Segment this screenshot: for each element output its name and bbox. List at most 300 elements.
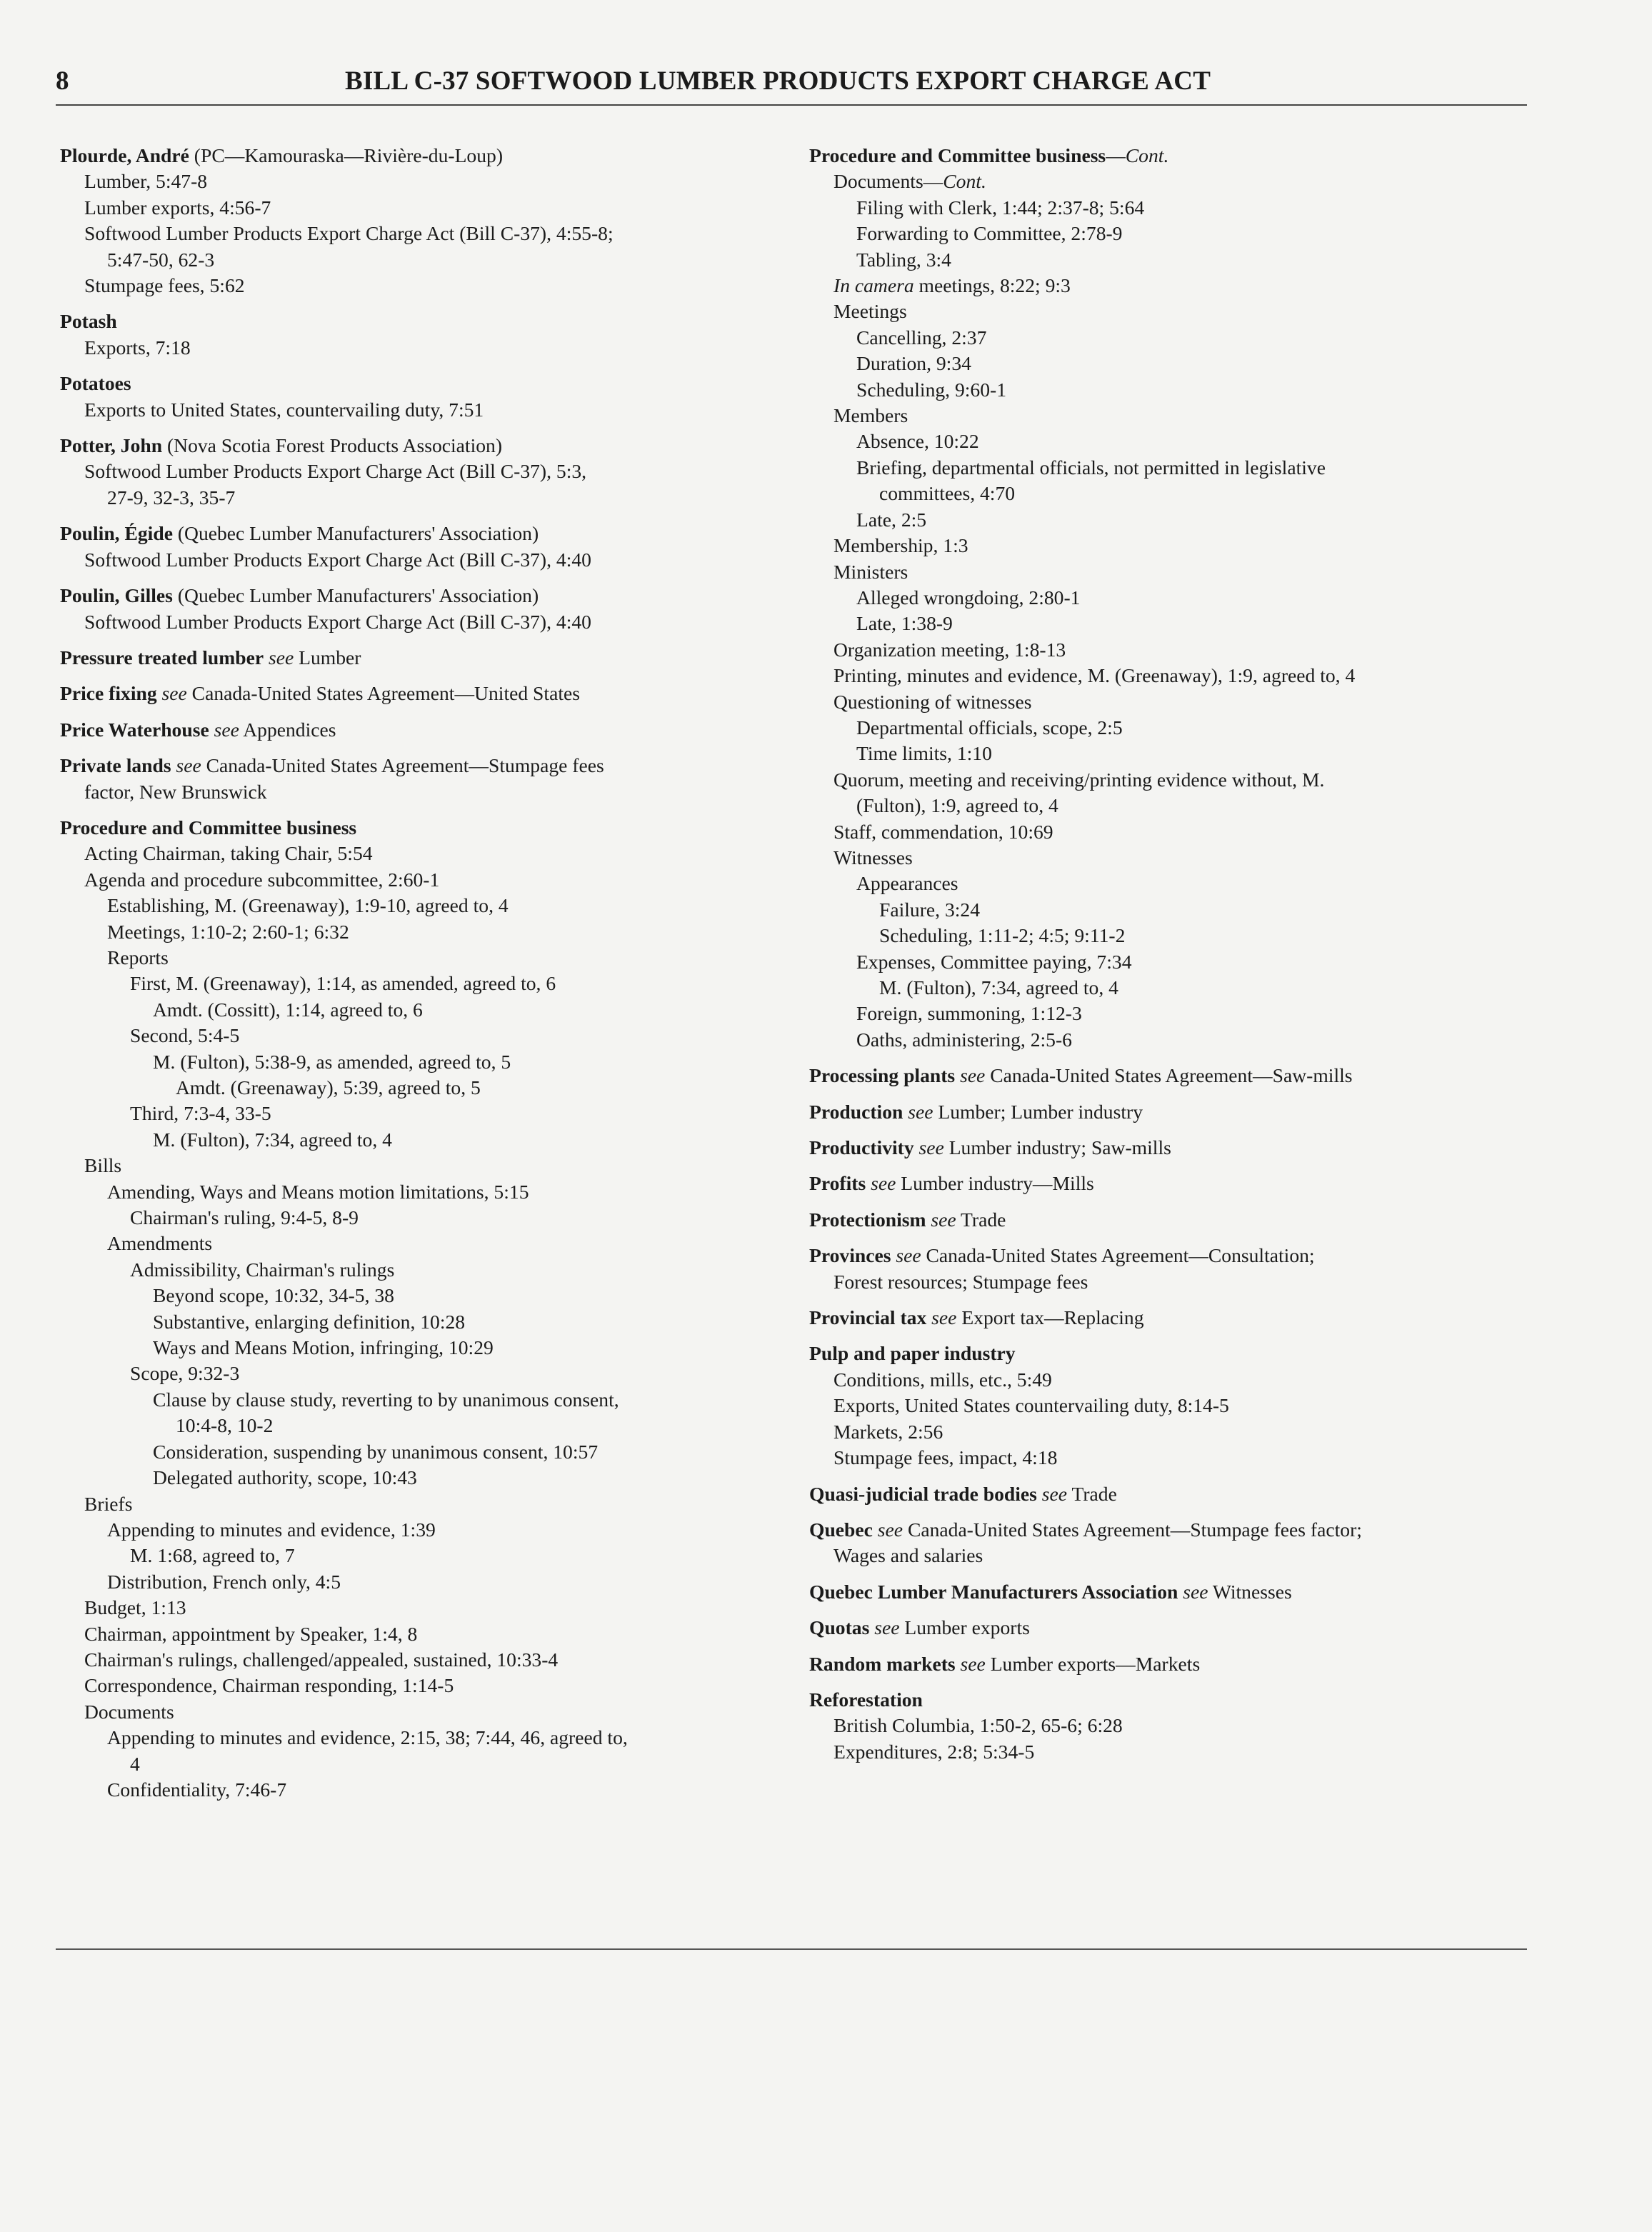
cross-ref-marker: see bbox=[869, 1616, 900, 1639]
entry-text: Stumpage fees, 5:62 bbox=[84, 274, 245, 297]
index-entry bbox=[809, 1481, 1523, 1507]
index-entry bbox=[60, 645, 803, 671]
entry-subentry bbox=[60, 1153, 803, 1178]
entry-heading bbox=[809, 1305, 1523, 1331]
index-entry bbox=[809, 1651, 1523, 1677]
index-entry bbox=[809, 1099, 1523, 1125]
cross-ref-marker: see bbox=[264, 646, 294, 669]
entry-subentry bbox=[60, 1361, 803, 1386]
entry-heading bbox=[809, 1063, 1523, 1089]
entry-subentry bbox=[809, 429, 1523, 454]
entry-subentry bbox=[809, 351, 1523, 376]
entry-text: Absence, 10:22 bbox=[856, 430, 979, 453]
entry-text: Lumber bbox=[294, 646, 361, 669]
cross-ref-marker: Cont. bbox=[943, 170, 986, 193]
entry-subentry bbox=[809, 585, 1523, 611]
entry-subentry bbox=[60, 1673, 803, 1698]
entry-text: committees, 4:70 bbox=[879, 482, 1016, 505]
entry-subentry bbox=[809, 949, 1523, 975]
page-number: 8 bbox=[56, 66, 69, 96]
entry-text: Appendices bbox=[239, 718, 336, 741]
entry-text: Briefs bbox=[84, 1492, 133, 1515]
entry-subentry bbox=[809, 637, 1523, 663]
entry-text: Lumber industry; Saw-mills bbox=[943, 1136, 1171, 1159]
entry-text: Bills bbox=[84, 1154, 122, 1177]
entry-text: Exports, United States countervailing duty, 8:14-5 bbox=[833, 1394, 1229, 1417]
entry-subentry bbox=[60, 1023, 803, 1049]
entry-text: Second, 5:4-5 bbox=[130, 1024, 240, 1047]
entry-subentry bbox=[60, 1647, 803, 1673]
entry-text: First, M. (Greenaway), 1:14, as amended, agreed to, 6 bbox=[130, 972, 556, 995]
entry-text: Amdt. (Cossitt), 1:14, agreed to, 6 bbox=[153, 998, 423, 1021]
entry-heading bbox=[809, 1341, 1523, 1366]
entry-subentry bbox=[809, 611, 1523, 636]
entry-text: Members bbox=[833, 404, 908, 427]
entry-subentry bbox=[60, 1231, 803, 1256]
entry-term: Price fixing bbox=[60, 682, 157, 705]
entry-term: Profits bbox=[809, 1172, 866, 1195]
entry-text: M. (Fulton), 7:34, agreed to, 4 bbox=[153, 1128, 392, 1151]
cross-ref-marker: see bbox=[926, 1306, 957, 1329]
entry-subentry bbox=[809, 1543, 1523, 1568]
entry-text: Questioning of witnesses bbox=[833, 690, 1032, 713]
running-title: BILL C-37 SOFTWOOD LUMBER PRODUCTS EXPORT CHARGE ACT bbox=[345, 66, 1211, 96]
entry-subentry bbox=[60, 1517, 803, 1543]
index-entry bbox=[60, 753, 803, 805]
entry-text: (Quebec Lumber Manufacturers' Association) bbox=[172, 522, 539, 545]
entry-subentry bbox=[809, 1419, 1523, 1445]
entry-subentry bbox=[809, 221, 1523, 246]
entry-heading bbox=[809, 1135, 1523, 1161]
entry-text: Cancelling, 2:37 bbox=[856, 326, 987, 349]
index-entry bbox=[60, 815, 803, 1803]
entry-subentry bbox=[809, 533, 1523, 559]
entry-term: Provincial tax bbox=[809, 1306, 927, 1329]
entry-subentry bbox=[809, 663, 1523, 689]
index-entry bbox=[809, 1517, 1523, 1569]
entry-subentry bbox=[60, 221, 803, 246]
entry-text: Exports, 7:18 bbox=[84, 336, 191, 359]
entry-text: Admissibility, Chairman's rulings bbox=[130, 1258, 395, 1281]
entry-text: Substantive, enlarging definition, 10:28 bbox=[153, 1310, 466, 1333]
entry-subentry bbox=[809, 169, 1523, 194]
entry-text: 10:4-8, 10-2 bbox=[176, 1414, 274, 1437]
entry-text: Delegated authority, scope, 10:43 bbox=[153, 1466, 417, 1489]
entry-subentry bbox=[60, 195, 803, 221]
cross-ref-marker: Cont. bbox=[1125, 144, 1169, 166]
entry-heading bbox=[60, 681, 803, 706]
entry-subentry bbox=[60, 841, 803, 866]
entry-text: Scheduling, 1:11-2; 4:5; 9:11-2 bbox=[879, 924, 1126, 947]
entry-text: — bbox=[1106, 144, 1126, 166]
index-entry bbox=[809, 1305, 1523, 1331]
entry-subentry bbox=[809, 845, 1523, 871]
entry-text: British Columbia, 1:50-2, 65-6; 6:28 bbox=[833, 1714, 1123, 1737]
entry-subentry bbox=[809, 1027, 1523, 1053]
entry-term: Pressure treated lumber bbox=[60, 646, 264, 669]
entry-text: Briefing, departmental officials, not permitted in legislative bbox=[856, 456, 1326, 479]
entry-subentry bbox=[60, 1751, 803, 1777]
entry-text: Ministers bbox=[833, 560, 908, 583]
entry-subentry bbox=[60, 247, 803, 273]
entry-text: Canada-United States Agreement—United States bbox=[186, 682, 580, 705]
entry-text: Time limits, 1:10 bbox=[856, 742, 992, 765]
entry-term: Quebec Lumber Manufacturers Association bbox=[809, 1580, 1178, 1603]
index-entry bbox=[60, 309, 803, 361]
entry-heading bbox=[809, 1481, 1523, 1507]
entry-heading bbox=[809, 1517, 1523, 1543]
entry-term: Production bbox=[809, 1100, 903, 1123]
entry-heading bbox=[809, 1207, 1523, 1233]
entry-subentry bbox=[60, 609, 803, 635]
entry-text: (Quebec Lumber Manufacturers' Association) bbox=[172, 584, 539, 607]
entry-text: Organization meeting, 1:8-13 bbox=[833, 638, 1066, 661]
entry-term: Quotas bbox=[809, 1616, 870, 1639]
entry-text: Agenda and procedure subcommittee, 2:60-1 bbox=[84, 868, 440, 891]
entry-text: Chairman, appointment by Speaker, 1:4, 8 bbox=[84, 1622, 418, 1645]
entry-subentry bbox=[809, 325, 1523, 351]
entry-text: Foreign, summoning, 1:12-3 bbox=[856, 1002, 1082, 1025]
entry-text: Documents bbox=[84, 1700, 174, 1723]
index-entry bbox=[809, 1135, 1523, 1161]
index-entry bbox=[60, 143, 803, 299]
cross-ref-marker: see bbox=[171, 754, 201, 777]
entry-subentry bbox=[60, 1595, 803, 1621]
entry-subentry bbox=[809, 1713, 1523, 1738]
entry-heading bbox=[809, 143, 1523, 169]
entry-heading bbox=[809, 1687, 1523, 1713]
entry-subentry bbox=[60, 1283, 803, 1308]
header-rule bbox=[56, 104, 1527, 106]
entry-text: M. (Fulton), 5:38-9, as amended, agreed to, 5 bbox=[153, 1050, 511, 1073]
entry-term: Private lands bbox=[60, 754, 171, 777]
entry-subentry bbox=[809, 377, 1523, 403]
entry-text: Confidentiality, 7:46-7 bbox=[107, 1778, 287, 1801]
index-entry bbox=[809, 1171, 1523, 1196]
index-entry bbox=[60, 583, 803, 635]
entry-text: Expenditures, 2:8; 5:34-5 bbox=[833, 1740, 1035, 1763]
entry-text: Appearances bbox=[856, 872, 958, 895]
entry-subentry bbox=[60, 169, 803, 194]
entry-text: (Fulton), 1:9, agreed to, 4 bbox=[856, 794, 1058, 817]
index-entry bbox=[809, 1615, 1523, 1641]
entry-subentry bbox=[809, 741, 1523, 766]
entry-text: Printing, minutes and evidence, M. (Greenaway), 1:9, agreed to, 4 bbox=[833, 664, 1356, 687]
entry-text: Lumber exports, 4:56-7 bbox=[84, 196, 271, 219]
entry-text: M. 1:68, agreed to, 7 bbox=[130, 1544, 295, 1567]
entry-text: Quorum, meeting and receiving/printing evidence without, M. bbox=[833, 768, 1325, 791]
entry-subentry bbox=[809, 1739, 1523, 1765]
entry-text: Appending to minutes and evidence, 2:15, 38; 7:44, 46, agreed to, bbox=[107, 1726, 628, 1749]
entry-subentry bbox=[809, 299, 1523, 324]
entry-text: Canada-United States Agreement—Stumpage fees bbox=[201, 754, 604, 777]
cross-ref-marker: see bbox=[156, 682, 187, 705]
entry-text: Softwood Lumber Products Export Charge Act (Bill C-37), 5:3, bbox=[84, 460, 587, 483]
entry-subentry bbox=[809, 897, 1523, 923]
entry-text: Forwarding to Committee, 2:78-9 bbox=[856, 222, 1123, 245]
entry-subentry bbox=[809, 1367, 1523, 1393]
entry-text: Canada-United States Agreement—Saw-mills bbox=[985, 1064, 1353, 1087]
index-entry bbox=[809, 1243, 1523, 1295]
entry-heading bbox=[60, 309, 803, 334]
cross-ref-marker: see bbox=[913, 1136, 944, 1159]
entry-subentry bbox=[60, 397, 803, 423]
entry-heading bbox=[60, 143, 803, 169]
cross-ref-marker: see bbox=[903, 1100, 933, 1123]
index-entry bbox=[809, 143, 1523, 1053]
entry-subentry bbox=[60, 1049, 803, 1075]
entry-text: Witnesses bbox=[833, 846, 913, 869]
cross-ref-marker: see bbox=[1178, 1580, 1208, 1603]
entry-text: Export tax—Replacing bbox=[956, 1306, 1144, 1329]
entry-term: Protectionism bbox=[809, 1208, 926, 1231]
entry-subentry bbox=[60, 547, 803, 573]
entry-subentry bbox=[60, 1335, 803, 1361]
entry-text: Exports to United States, countervailing duty, 7:51 bbox=[84, 398, 484, 421]
entry-subentry bbox=[60, 997, 803, 1023]
entry-subentry bbox=[60, 1309, 803, 1335]
entry-text: Acting Chairman, taking Chair, 5:54 bbox=[84, 842, 373, 865]
entry-term: Quasi-judicial trade bodies bbox=[809, 1482, 1037, 1505]
index-column-left bbox=[60, 143, 803, 1813]
entry-text: Amending, Ways and Means motion limitations, 5:15 bbox=[107, 1180, 529, 1203]
entry-subentry bbox=[809, 689, 1523, 715]
entry-subentry bbox=[60, 1101, 803, 1126]
cross-ref-marker: see bbox=[891, 1244, 921, 1267]
entry-subentry bbox=[60, 1179, 803, 1205]
entry-text: (Nova Scotia Forest Products Association) bbox=[162, 434, 503, 457]
entry-text: Clause by clause study, reverting to by unanimous consent, bbox=[153, 1388, 619, 1411]
index-entry bbox=[809, 1687, 1523, 1765]
index-entry bbox=[60, 681, 803, 706]
entry-text: Departmental officials, scope, 2:5 bbox=[856, 716, 1123, 739]
entry-subentry bbox=[809, 1445, 1523, 1471]
entry-heading bbox=[60, 521, 803, 546]
index-entry bbox=[809, 1207, 1523, 1233]
entry-term: Potash bbox=[60, 310, 117, 333]
index-entry bbox=[60, 371, 803, 423]
index-entry bbox=[809, 1063, 1523, 1089]
entry-subentry bbox=[60, 1465, 803, 1491]
entry-subentry bbox=[809, 403, 1523, 429]
entry-text: Lumber exports bbox=[899, 1616, 1030, 1639]
entry-text: Conditions, mills, etc., 5:49 bbox=[833, 1368, 1052, 1391]
entry-text: Trade bbox=[956, 1208, 1006, 1231]
entry-text: Appending to minutes and evidence, 1:39 bbox=[107, 1518, 436, 1541]
entry-heading bbox=[809, 1243, 1523, 1268]
entry-text: 4 bbox=[130, 1752, 140, 1775]
entry-subentry bbox=[60, 867, 803, 893]
entry-heading bbox=[809, 1099, 1523, 1125]
entry-text: Oaths, administering, 2:5-6 bbox=[856, 1028, 1072, 1051]
entry-subentry bbox=[60, 335, 803, 361]
entry-subentry bbox=[809, 247, 1523, 273]
entry-text: Beyond scope, 10:32, 34-5, 38 bbox=[153, 1284, 394, 1307]
entry-subentry bbox=[60, 893, 803, 919]
entry-subentry bbox=[60, 1387, 803, 1413]
entry-text: Membership, 1:3 bbox=[833, 534, 968, 557]
entry-subentry bbox=[60, 1127, 803, 1153]
cross-ref-marker: see bbox=[866, 1172, 896, 1195]
entry-text: (PC—Kamouraska—Rivière-du-Loup) bbox=[189, 144, 504, 166]
entry-text: Trade bbox=[1067, 1482, 1117, 1505]
entry-subentry bbox=[60, 273, 803, 299]
entry-text: Ways and Means Motion, infringing, 10:29 bbox=[153, 1336, 494, 1359]
entry-text: Chairman's ruling, 9:4-5, 8-9 bbox=[130, 1206, 359, 1229]
entry-term: Procedure and Committee business bbox=[809, 144, 1106, 166]
entry-heading bbox=[809, 1171, 1523, 1196]
entry-text: Alleged wrongdoing, 2:80-1 bbox=[856, 586, 1081, 609]
entry-text: Amdt. (Greenaway), 5:39, agreed to, 5 bbox=[176, 1076, 481, 1099]
entry-text: Correspondence, Chairman responding, 1:14-5 bbox=[84, 1674, 454, 1697]
entry-text: Lumber, 5:47-8 bbox=[84, 170, 208, 193]
entry-text: factor, New Brunswick bbox=[84, 780, 267, 803]
entry-subentry bbox=[60, 1699, 803, 1725]
entry-subentry bbox=[809, 481, 1523, 506]
entry-subentry bbox=[809, 819, 1523, 845]
entry-term: Pulp and paper industry bbox=[809, 1342, 1016, 1365]
entry-subentry bbox=[809, 1001, 1523, 1026]
entry-subentry bbox=[809, 195, 1523, 221]
cross-ref-marker: see bbox=[926, 1208, 956, 1231]
entry-heading bbox=[60, 433, 803, 459]
entry-text: Duration, 9:34 bbox=[856, 352, 971, 375]
entry-term: Plourde, André bbox=[60, 144, 189, 166]
entry-term: Potatoes bbox=[60, 372, 131, 395]
entry-term: Reforestation bbox=[809, 1688, 923, 1711]
entry-text: M. (Fulton), 7:34, agreed to, 4 bbox=[879, 976, 1118, 999]
entry-text: Scheduling, 9:60-1 bbox=[856, 378, 1006, 401]
entry-text: Softwood Lumber Products Export Charge Act (Bill C-37), 4:40 bbox=[84, 610, 591, 633]
entry-text: Meetings bbox=[833, 300, 907, 323]
entry-text: Wages and salaries bbox=[833, 1544, 983, 1567]
entry-text: Filing with Clerk, 1:44; 2:37-8; 5:64 bbox=[856, 196, 1145, 219]
entry-subentry bbox=[60, 1257, 803, 1283]
index-entry bbox=[809, 1341, 1523, 1471]
entry-subentry bbox=[809, 715, 1523, 741]
entry-subentry bbox=[809, 455, 1523, 481]
entry-text: Scope, 9:32-3 bbox=[130, 1362, 240, 1385]
entry-term: Poulin, Gilles bbox=[60, 584, 173, 607]
entry-text: Stumpage fees, impact, 4:18 bbox=[833, 1446, 1058, 1469]
entry-text: Amendments bbox=[107, 1232, 213, 1255]
entry-text: Softwood Lumber Products Export Charge Act (Bill C-37), 4:40 bbox=[84, 548, 591, 571]
entry-heading bbox=[809, 1579, 1523, 1605]
entry-text: Chairman's rulings, challenged/appealed, sustained, 10:33-4 bbox=[84, 1648, 559, 1671]
entry-subentry bbox=[60, 1621, 803, 1647]
entry-term: Procedure and Committee business bbox=[60, 816, 357, 839]
entry-text: Consideration, suspending by unanimous consent, 10:57 bbox=[153, 1440, 599, 1463]
entry-subentry bbox=[60, 459, 803, 484]
index-column-right bbox=[809, 143, 1523, 1775]
cross-ref-marker: see bbox=[955, 1652, 986, 1675]
entry-term: Productivity bbox=[809, 1136, 914, 1159]
entry-subentry bbox=[809, 1393, 1523, 1418]
entry-text: Softwood Lumber Products Export Charge Act (Bill C-37), 4:55-8; bbox=[84, 222, 614, 245]
entry-subentry bbox=[809, 923, 1523, 949]
entry-text: meetings, 8:22; 9:3 bbox=[913, 274, 1071, 297]
entry-heading bbox=[809, 1651, 1523, 1677]
cross-ref-marker: see bbox=[1036, 1482, 1068, 1505]
cross-ref-marker: see bbox=[955, 1064, 986, 1087]
entry-text: Distribution, French only, 4:5 bbox=[107, 1570, 341, 1593]
entry-subentry bbox=[60, 1569, 803, 1595]
entry-term: Poulin, Égide bbox=[60, 522, 173, 545]
entry-heading bbox=[60, 583, 803, 609]
entry-subentry bbox=[60, 1205, 803, 1231]
entry-text: Canada-United States Agreement—Stumpage fees factor; bbox=[903, 1518, 1362, 1541]
entry-text: Lumber; Lumber industry bbox=[933, 1100, 1143, 1123]
entry-text: 27-9, 32-3, 35-7 bbox=[107, 486, 236, 509]
entry-text: Late, 1:38-9 bbox=[856, 612, 953, 635]
entry-text: 5:47-50, 62-3 bbox=[107, 248, 215, 271]
entry-text: Lumber industry—Mills bbox=[896, 1172, 1094, 1195]
entry-subentry bbox=[809, 507, 1523, 533]
index-entry bbox=[60, 521, 803, 573]
entry-text: Failure, 3:24 bbox=[879, 898, 981, 921]
entry-subentry bbox=[60, 1413, 803, 1438]
entry-subentry bbox=[809, 559, 1523, 585]
entry-heading bbox=[60, 371, 803, 396]
entry-text: Third, 7:3-4, 33-5 bbox=[130, 1102, 271, 1125]
page-header bbox=[56, 66, 1527, 101]
entry-text: Expenses, Committee paying, 7:34 bbox=[856, 950, 1132, 973]
entry-subentry bbox=[60, 919, 803, 945]
index-entry bbox=[60, 433, 803, 511]
entry-subentry bbox=[809, 975, 1523, 1001]
cross-ref-marker: see bbox=[209, 718, 239, 741]
entry-heading bbox=[60, 815, 803, 841]
entry-subentry bbox=[60, 1439, 803, 1465]
entry-text: Reports bbox=[107, 946, 169, 969]
entry-term: Processing plants bbox=[809, 1064, 956, 1087]
entry-heading bbox=[809, 1615, 1523, 1641]
entry-subentry bbox=[60, 779, 803, 805]
entry-text: Forest resources; Stumpage fees bbox=[833, 1270, 1088, 1293]
entry-subentry bbox=[60, 945, 803, 971]
entry-subentry bbox=[809, 767, 1523, 793]
entry-term: Provinces bbox=[809, 1244, 891, 1267]
cross-ref-marker: In camera bbox=[833, 274, 914, 297]
entry-text: Lumber exports—Markets bbox=[985, 1652, 1201, 1675]
entry-text: Late, 2:5 bbox=[856, 508, 927, 531]
cross-ref-marker: see bbox=[872, 1518, 903, 1541]
entry-subentry bbox=[60, 1725, 803, 1751]
entry-term: Price Waterhouse bbox=[60, 718, 209, 741]
entry-subentry bbox=[60, 1543, 803, 1568]
entry-subentry bbox=[60, 971, 803, 996]
entry-subentry bbox=[809, 1269, 1523, 1295]
entry-heading bbox=[60, 753, 803, 779]
entry-text: Tabling, 3:4 bbox=[856, 248, 951, 271]
footer-rule bbox=[56, 1948, 1527, 1950]
entry-subentry bbox=[60, 1491, 803, 1517]
entry-text: Canada-United States Agreement—Consultation; bbox=[921, 1244, 1315, 1267]
entry-text: Staff, commendation, 10:69 bbox=[833, 820, 1053, 843]
entry-term: Random markets bbox=[809, 1652, 956, 1675]
entry-subentry bbox=[809, 793, 1523, 819]
entry-heading bbox=[60, 717, 803, 743]
index-entry bbox=[809, 1579, 1523, 1605]
entry-subentry bbox=[809, 871, 1523, 896]
entry-subentry bbox=[60, 485, 803, 511]
entry-subentry bbox=[60, 1777, 803, 1803]
entry-term: Potter, John bbox=[60, 434, 163, 457]
entry-text: Witnesses bbox=[1208, 1580, 1292, 1603]
entry-subentry bbox=[809, 273, 1523, 299]
entry-text: Establishing, M. (Greenaway), 1:9-10, agreed to, 4 bbox=[107, 894, 509, 917]
entry-text: Meetings, 1:10-2; 2:60-1; 6:32 bbox=[107, 920, 349, 943]
